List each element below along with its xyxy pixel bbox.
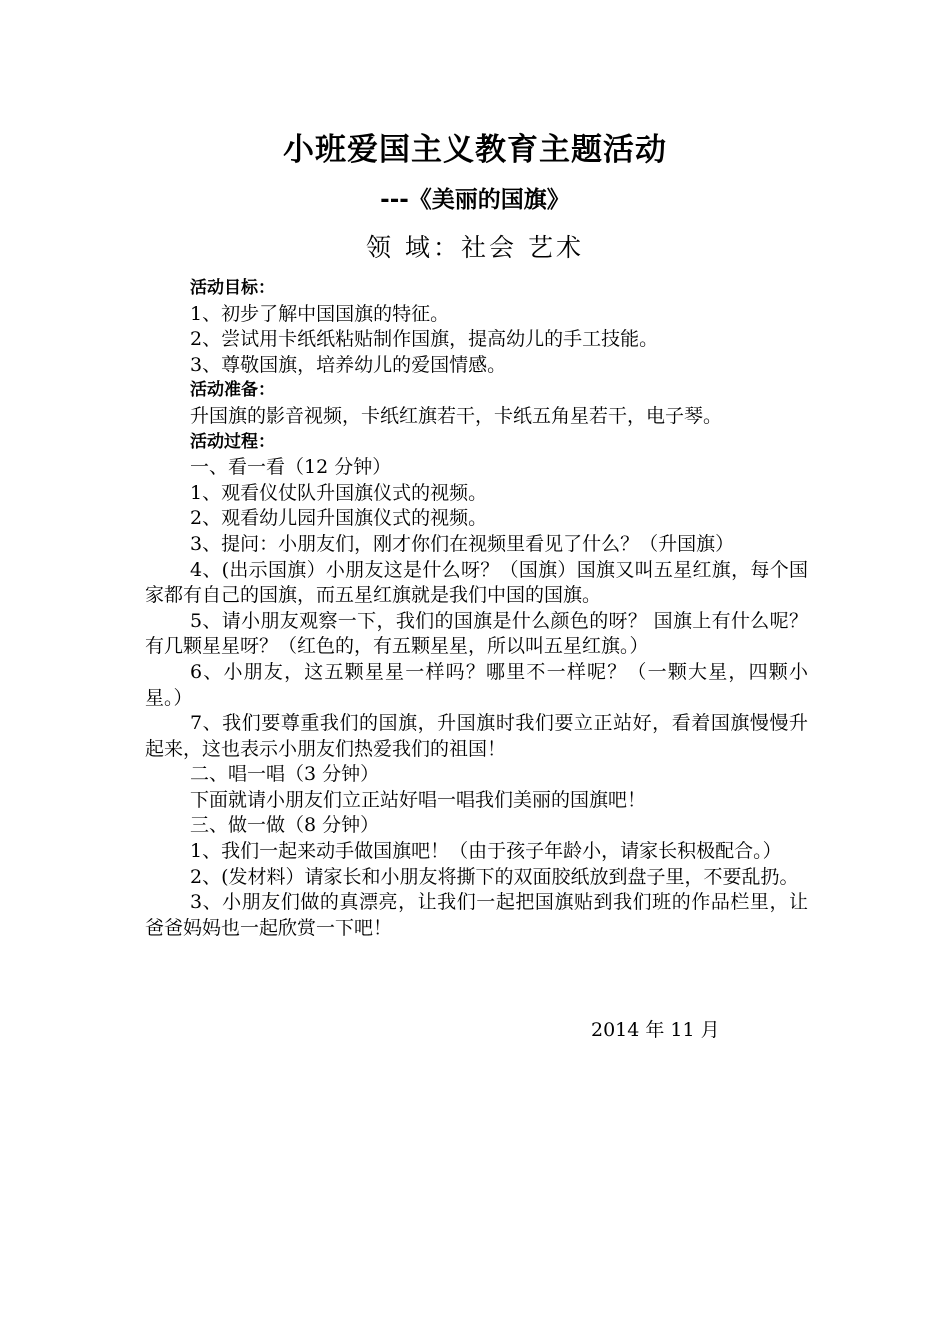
paragraph: 3、尊敬国旗，培养幼儿的爱国情感。 xyxy=(190,353,507,376)
paragraph: 1、我们一起来动手做国旗吧！（由于孩子年龄小，请家长积极配合。） xyxy=(190,840,782,863)
paragraph: 下面就请小朋友们立正站好唱一唱我们美丽的国旗吧！ xyxy=(190,788,647,811)
section-heading-preparation: 活动准备： xyxy=(190,380,275,401)
document-date: 2014 年 11 月 xyxy=(591,1019,720,1041)
paragraph: 5、请小朋友观察一下，我们的国旗是什么颜色的呀？ 国旗上有什么呢？有几颗星星呀？（红色的，有五颗星星，所以叫五星红旗。） xyxy=(145,609,808,658)
domain-line: 领 域：社会 艺术 xyxy=(366,233,584,262)
paragraph: 升国旗的影音视频，卡纸红旗若干，卡纸五角星若干，电子琴。 xyxy=(190,404,723,427)
paragraph: 2、尝试用卡纸纸粘贴制作国旗，提高幼儿的手工技能。 xyxy=(190,328,659,351)
paragraph: 1、观看仪仗队升国旗仪式的视频。 xyxy=(190,481,488,504)
paragraph: 二、唱一唱（3 分钟） xyxy=(190,763,380,786)
paragraph: 2、(发材料）请家长和小朋友将撕下的双面胶纸放到盘子里，不要乱扔。 xyxy=(190,865,799,888)
paragraph: 2、观看幼儿园升国旗仪式的视频。 xyxy=(190,507,488,530)
section-heading-process: 活动过程： xyxy=(190,431,275,452)
paragraph: 4、(出示国旗）小朋友这是什么呀？（国旗）国旗又叫五星红旗，每个国家都有自己的国旗，而五星红旗就是我们中国的国旗。 xyxy=(145,558,808,607)
paragraph: 一、看一看（12 分钟） xyxy=(190,456,392,479)
document-subtitle: ---《美丽的国旗》 xyxy=(380,187,570,213)
paragraph: 6、小朋友，这五颗星星一样吗？哪里不一样呢？（一颗大星，四颗小星。） xyxy=(145,660,808,709)
paragraph: 三、做一做（8 分钟） xyxy=(190,814,380,837)
section-heading-goals: 活动目标： xyxy=(190,278,275,298)
paragraph: 7、我们要尊重我们的国旗，升国旗时我们要立正站好，看着国旗慢慢升起来，这也表示小朋友们热爱我们的祖国！ xyxy=(145,712,808,760)
document-title: 小班爱国主义教育主题活动 xyxy=(283,132,667,168)
document-body xyxy=(145,276,808,941)
paragraph: 1、初步了解中国国旗的特征。 xyxy=(190,302,450,325)
paragraph: 3、小朋友们做的真漂亮，让我们一起把国旗贴到我们班的作品栏里，让爸爸妈妈也一起欣赏一下吧！ xyxy=(145,891,808,939)
paragraph: 3、提问：小朋友们，刚才你们在视频里看见了什么？（升国旗） xyxy=(190,532,735,555)
